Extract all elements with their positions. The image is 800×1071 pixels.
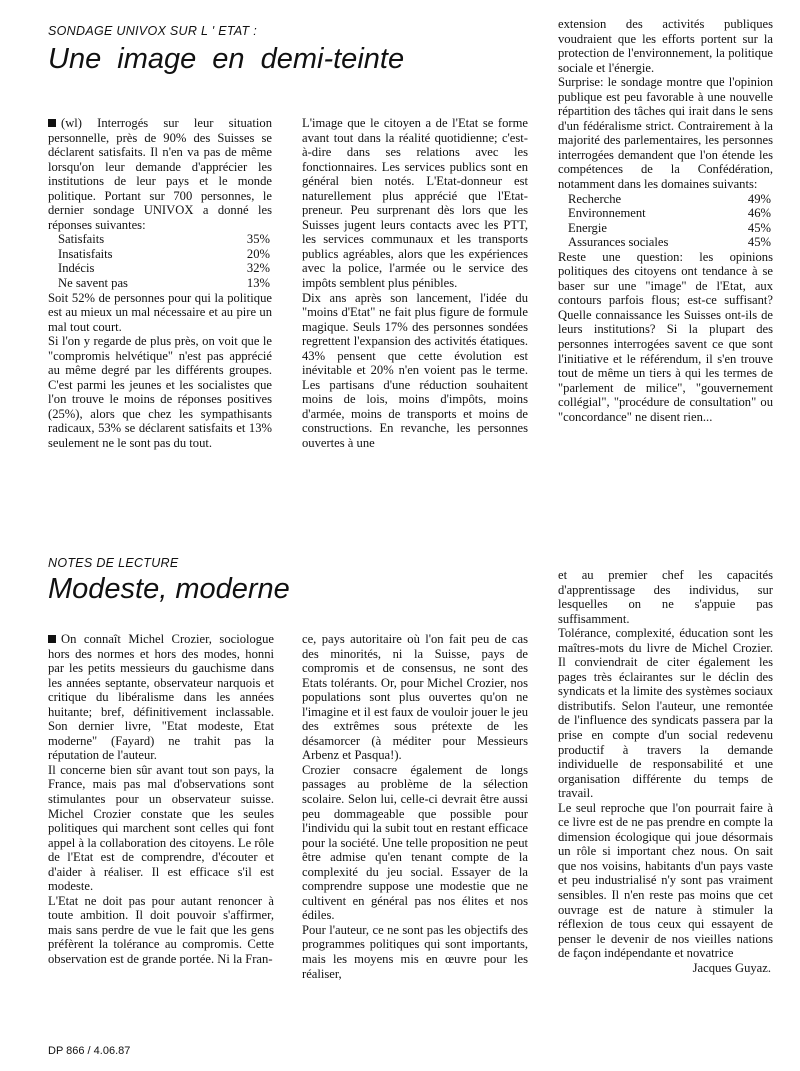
article1-col1-paragraph-3: Si l'on y regarde de plus près, on voit que le "compromis helvétique" n'est pas apprécié au même degré par les différents groupes. C'est parmi les jeunes et les socialistes que l'on trouve le moins de réponses positives (25%), alors que chez les sympathisants radicaux, 53% se déclarent satisfaits et 13% seulement ne le sont pas du tout.: [48, 334, 272, 451]
article1-column-1: [48, 116, 272, 451]
table-row: Indécis 32%: [58, 261, 270, 276]
article1-col3-paragraph-2: Surprise: le sondage montre que l'opinion publique est peu favorable à une nouvelle répartition des tâches qui irait dans le sens d'un fédéralisme strict. Contrairement à la majorité des parlementaires, les personnes interrogées demandent que l'on étende les compétences de la Confédération, notamment dans les domaines suivants:: [558, 75, 773, 192]
article1-column-3: [558, 17, 773, 424]
article1-column-2: [302, 116, 528, 451]
table-row: Recherche 49%: [568, 191, 771, 206]
article2-column-3: [558, 568, 773, 975]
footer-issue-date: DP 866 / 4.06.87: [48, 1045, 131, 1057]
table-row: Assurances sociales 45%: [568, 235, 771, 250]
bullet-square-icon: [48, 119, 56, 127]
article1-title: Une image en demi-teinte: [48, 43, 405, 75]
article2-signature: Jacques Guyaz.: [692, 960, 771, 975]
article2-col3-paragraph-3: Le seul reproche que l'on pourrait faire à ce livre est de ne pas prendre en compte la dimension écologique qui joue désormais un rôle si important chez nous. On sait que nos voisins, habitants d'un pays vaste et peu industrialisé n'y sont pas vraiment sensibles. Il n'en reste pas moins que cet ouvrage est de nature à stimuler la réflexion de tous ceux qui essayent de penser le devenir de nos vieilles nations de façon indépendante et novatrice: [558, 800, 773, 961]
table-row: Insatisfaits 20%: [58, 246, 270, 261]
article2-col2-paragraph-3: Pour l'auteur, ce ne sont pas les objectifs des programmes politiques qui sont importants, mais les moyens mis en œuvre pour les réaliser,: [302, 922, 528, 981]
competences-table: [558, 192, 773, 250]
article2-col2-paragraph-2: Crozier consacre également de longs passages au problème de la sélection scolaire. Selon lui, celle-ci devrait être aussi peu dommageable que possible pour l'individu qui la subit tout en restant efficace pour la société. Une telle proposition ne peut être admise qu'en tenant compte de la complexité du jeu social. Essayer de la comprendre suppose une modestie que ne cultivent en général pas nos élites et nos édiles.: [302, 762, 528, 923]
article1-col3-paragraph-1: extension des activités publiques voudraient que les efforts portent sur la protection de l'environnement, la politique sociale et l'énergie.: [558, 17, 773, 75]
article1-col1-paragraph-2: Soit 52% de personnes pour qui la politique est au mieux un mal nécessaire et au pire un mal tout court.: [48, 290, 272, 334]
article2-col3-paragraph-1: et au premier chef les capacités d'apprentissage des individus, sur lesquelles on ne s'appuie pas suffisamment.: [558, 568, 773, 626]
table-row: Environnement 46%: [568, 206, 771, 221]
table-row: Satisfaits 35%: [58, 232, 270, 247]
satisfaction-table: [48, 232, 272, 290]
article2-col1-paragraph-3: L'Etat ne doit pas pour autant renoncer à toute ambition. Il doit pouvoir s'affirmer, mais sans perdre de vue le fait que les gens préfèrent la tolérance au compromis. Cette observation est de grande portée. Ni la Fran-: [48, 893, 274, 967]
article1-col1-paragraph-1: (wl) Interrogés sur leur situation personnelle, près de 90% des Suisses se déclarent satisfaits. Il n'en va pas de même lorsqu'on leur demande d'apprécier les institutions de leur pays et le monde politique. Portant sur 700 personnes, le dernier sondage UNIVOX a donné les réponses suivantes:: [48, 116, 272, 232]
table-row: Ne savent pas 13%: [58, 276, 270, 291]
article2-title: Modeste, moderne: [48, 573, 290, 605]
article1-col3-paragraph-3: Reste une question: les opinions politiques des citoyens ont tendance à se baser sur une "image" de l'Etat, aux contours parfois flous; est-ce suffisant? Quelle connaissance les Suisses ont-ils de leurs institutions? Si la plupart des personnes interrogées savent ce que sont l'initiative et le référendum, il s'en trouve tout de même un tiers à qui les termes de "parlement de milice", "gouvernement collégial", "procédure de consultation" ou "concordance" ne disent rien...: [558, 249, 773, 424]
table-row: Energie 45%: [568, 220, 771, 235]
article2-col3-paragraph-2: Tolérance, complexité, éducation sont les maîtres-mots du livre de Michel Crozier. Il conviendrait de citer également les pages très éclairantes sur le déclin des syndicats et la limite des systèmes sociaux distributifs. Selon l'auteur, une remontée de l'influence des syndicats passera par la prise en compte d'un social redevenu productif à travers la demande individuelle de responsabilité et une organisation différente du temps de travail.: [558, 626, 773, 801]
article2-col1-paragraph-1: On connaît Michel Crozier, sociologue hors des normes et hors des modes, honni par les petits messieurs du gauchisme dans les années septante, observateur narquois et critique du libéralisme dans les années huitante; bref, définitivement inclassable. Son dernier livre, "Etat modeste, Etat moderne" (Fayard) ne trahit pas la réputation de l'auteur.: [48, 632, 274, 763]
article1-col2-paragraph-1: L'image que le citoyen a de l'Etat se forme avant tout dans la réalité quotidienne; c'est-à-dire dans ses relations avec les fonctionnaires. Les services publics sont en général bien notés. L'Etat-donneur est naturellement plus apprécié que l'Etat-preneur. Peu surprenant dès lors que les Suisses jugent leurs contacts avec les PTT, les services communaux et les transports publics agréables, alors que les expériences avec la police, l'armée ou le service des impôts semblent plus pénibles.: [302, 116, 528, 291]
bullet-square-icon: [48, 635, 56, 643]
article1-kicker: SONDAGE UNIVOX SUR L ' ETAT :: [48, 24, 258, 38]
article2-column-2: [302, 632, 528, 981]
article2-column-1: [48, 632, 274, 967]
article2-col1-paragraph-2: Il concerne bien sûr avant tout son pays, la France, mais pas mal d'observations sont stimulantes pour un observateur suisse. Michel Crozier constate que les seules politiques qui marchent sont celles qui font appel à la collaboration des citoyens. Le rôle de l'Etat est de comprendre, d'écouter et d'aider à réaliser. Il est efficace s'il est modeste.: [48, 762, 274, 894]
article2-kicker: NOTES DE LECTURE: [48, 556, 179, 570]
article2-col2-paragraph-1: ce, pays autoritaire où l'on fait peu de cas des minorités, ni la Suisse, pays de compromis et de consensus, ne sont des Etats tolérants. Or, pour Michel Crozier, nos populations sont plus ouvertes qu'on ne l'imagine et il est faux de vouloir jouer le jeu des extrêmes sous prétexte de les désamorcer (à méditer pour Messieurs Arbenz et Pasqua!).: [302, 632, 528, 763]
article1-col2-paragraph-2: Dix ans après son lancement, l'idée du "moins d'Etat" ne fait plus figure de formule magique. Seuls 17% des personnes sondées regrettent l'expansion des activités étatiques. 43% pensent que cette évolution est inévitable et 20% n'en voient pas le terme. Les partisans d'une réduction souhaitent moins de lois, moins d'impôts, moins d'armée, moins de transports et moins de constructions. En revanche, les personnes ouvertes à une: [302, 290, 528, 451]
